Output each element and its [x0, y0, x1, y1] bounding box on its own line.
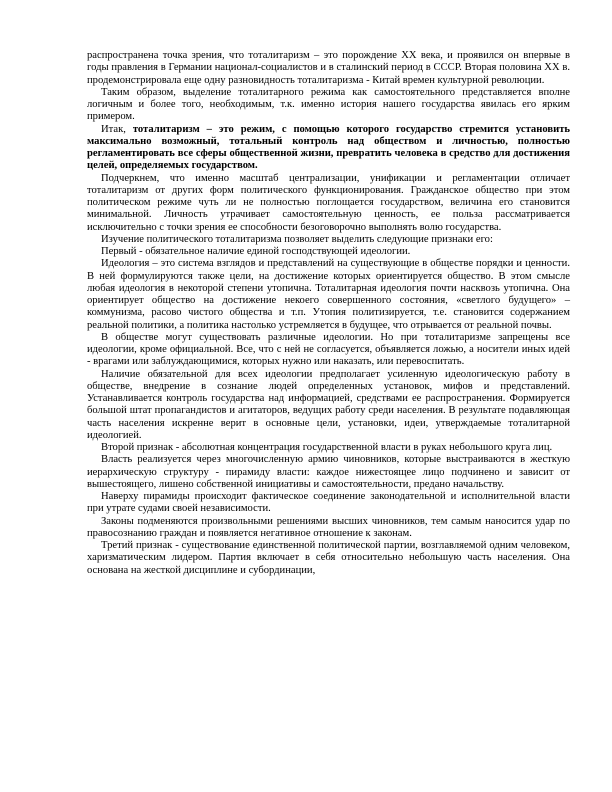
- paragraph-12: Наверху пирамиды происходит фактическое соединение законодательной и исполнительной власти при утрате судами своей независимости.: [87, 491, 570, 515]
- paragraph-14: Третий признак - существование единственной политической партии, возглавляемой одним человеком, харизматическим лидером. Партия включает в себя относительно небольшую часть населения. Она основана на жесткой дисциплине и субординации,: [87, 540, 570, 576]
- paragraph-7: Идеология – это система взглядов и представлений на существующие в обществе порядки и ценности. В ней формулируются также цели, на достижение которых ориентируется общество. В этом смысле любая идеология в некоторой степени утопична. Тоталитарная идеология почти насквозь утопична. Она ориентирует общество на достижение некоего совершенного состояния, «светлого будущего» – коммунизма, расово чистого общества и т.п. Утопия политизируется, т.е. становится содержанием реальной политики, а политика настолько устремляется в будущее, что отрывается от реальной почвы.: [87, 258, 570, 331]
- paragraph-9: Наличие обязательной для всех идеологии предполагает усиленную идеологическую работу в обществе, внедрение в сознание людей определенных установок, мифов и представлений. Устанавливается контроль государства над информацией, средствами ее распространения. Формируется большой штат пропагандистов и агитаторов, ведущих работу среди населения. В результате подавляющая часть населения искренне верит в основные цели, установки, идеи, утверждаемые тоталитарной идеологией.: [87, 368, 570, 441]
- paragraph-11: Власть реализуется через многочисленную армию чиновников, которые выстраиваются в жесткую иерархическую структуру - пирамиду власти: каждое нижестоящее лицо подчинено и зависит от вышестоящего, лишено собственной инициативы и самостоятельности, предано начальству.: [87, 454, 570, 490]
- paragraph-8: В обществе могут существовать различные идеологии. Но при тоталитаризме запрещены все идеологии, кроме официальной. Все, что с ней не согласуется, объявляется ложью, а носители иных идей - врагами или заблуждающимися, которых нужно или наказать, или перевоспитать.: [87, 331, 570, 368]
- paragraph-1: распространена точка зрения, что тоталитаризм – это порождение XX века, и проявился он впервые в годы правления в Германии национал-социалистов и в сталинский период в СССР. Вторая половина XX в. продемонстрировала еще одну разновидность тоталитаризма - Китай времен культурной революции.: [87, 50, 570, 86]
- paragraph-2: Таким образом, выделение тоталитарного режима как самостоятельного представляется вполне логичным и более того, необходимым, т.к. именно история нашего государства явилась его ярким примером.: [87, 86, 570, 123]
- definition-text: тоталитаризм – это режим, с помощью которого государство стремится установить максимально возможный, тотальный контроль над обществом и личностью, полностью регламентировать все сферы общественной жизни, превратить человека в средство для достижения целей, определяемых государством.: [87, 123, 570, 172]
- definition-paragraph: [87, 124, 570, 173]
- paragraph-13: Законы подменяются произвольными решениями высших чиновников, тем самым наносится удар по правосознанию граждан и появляется негативное отношение к законам.: [87, 515, 570, 539]
- paragraph-6: Первый - обязательное наличие единой господствующей идеологии.: [101, 246, 411, 257]
- paragraph-10: Второй признак - абсолютная концентрация государственной власти в руках небольшого круга лиц.: [101, 442, 553, 453]
- definition-prefix: Итак,: [101, 123, 133, 135]
- paragraph-4: Подчеркнем, что именно масштаб централизации, унификации и регламентации отличает тоталитаризм от других форм политического функционирования. Гражданское общество при этом политическом режиме чуть ли не полностью поглощается государством, величина его становится минимальной. Личность утрачивает самостоятельную ценность, ее польза рассматривается исключительно с точки зрения ее способности безоговорочно выполнять волю государства.: [87, 172, 570, 233]
- paragraph-5: Изучение политического тоталитаризма позволяет выделить следующие признаки его:: [101, 233, 493, 245]
